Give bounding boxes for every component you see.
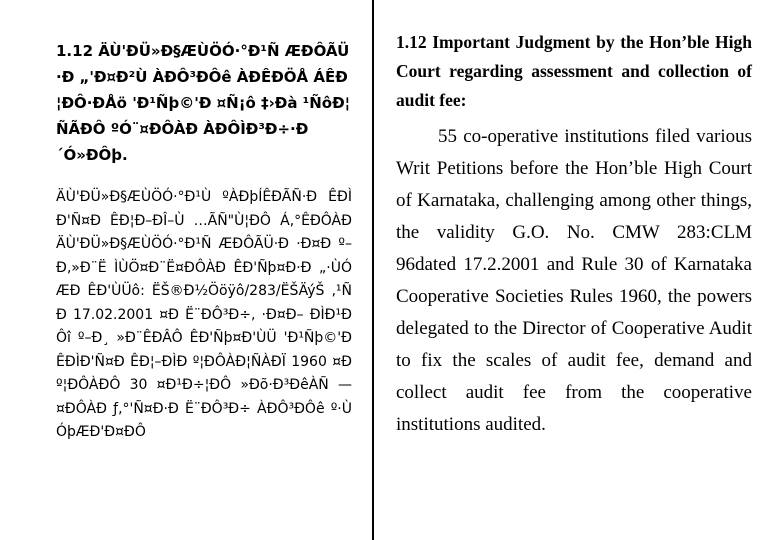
right-section-body: 55 co-operative institutions filed various Writ Petitions before the Hon’ble High Court of Karnataka, challenging among other things, the validity G.O. No. CMW 283:CLM 96dated 17.2.2001 and Rule 30 of Karnataka Cooperative Societies Rules 1960, the powers delegated to the Director of Cooperative Audit to fix the scales of audit fee, demand and collect audit fee from the cooperative institutions audited. [396,126,752,435]
right-section-heading: 1.12 Important Judgment by the Hon’ble High Court regarding assessment and collection of audit fee: [396,32,752,110]
left-column-kannada-legacy-encoding [0,0,370,540]
right-column-english [374,0,780,540]
left-section-heading: 1.12 ÄÙ'ÐÜ»Ð§ÆÙÖÓ·°Ð¹Ñ ÆÐÔÃÜ·Ð „'Ð¤Ð²Ù ÀÐÔ³ÐÔê ÀÐÊÐÖÅ ÁÊÐ¦ÐÔ·ÐÅö 'Ð¹Ñþ©'Ð ¤Ñ¡ô ‡›Ðà ¹ÑôÐ¦ÑÃÐÔ ºÓ¨¤ÐÔÀÐ ÀÐÔÌÐ³Ð÷·Ð ´Ó»ÐÔþ. [56,42,351,164]
left-section-body: ÄÙ'ÐÜ»Ð§ÆÙÖÓ·°Ð¹Ù ºÀÐþÍÊÐÃÑ·Ð ÊÐÌÐ'Ñ¤Ð ÊÐ¦Ð–ÐÎ–Ù …ÃÑ"Ù¦ÐÔ Á‚°ÊÐÔÀÐ ÄÙ'ÐÜ»Ð§ÆÙÖÓ·°Ð¹Ñ ÆÐÔÃÜ·Ð ·Ð¤Ð º–Ð‚»Ð¨Ë ÌÙÖ¤Ð¨Ë¤ÐÔÀÐ ÊÐ'Ñþ¤Ð·Ð „·ÙÓÆÐ ÊÐ'ÙÜô: ËŠ®Ð½Ööÿô/283/ËŠÄýŠ ‚¹ÑÐ 17.02.2001 ¤Ð Ë¨ÐÔ³Ð÷, ·Ð¤Ð– ÐÌÐ¹ÐÔî º–Ð¸ »Ð¨ÊÐÂÔ ÊÐ'Ñþ¤Ð'ÙÜ 'Ð¹Ñþ©'Ð ÊÐÌÐ'Ñ¤Ð ÊÐ¦–ÐÌÐ º¦ÐÔÀÐ¦ÑÀÐÏ 1960 ¤Ð º¦ÐÔÀÐÔ 30 ¤Ð¹Ð÷¦ÐÔ »Ðõ·Ð³ÐêÀÑ —¤ÐÔÀÐ ƒ‚°'Ñ¤Ð·Ð Ë¨ÐÔ³Ð÷ ÀÐÔ³ÐÔê º·ÙÓþÆÐ'Ð¤ÐÔ [56,189,352,440]
